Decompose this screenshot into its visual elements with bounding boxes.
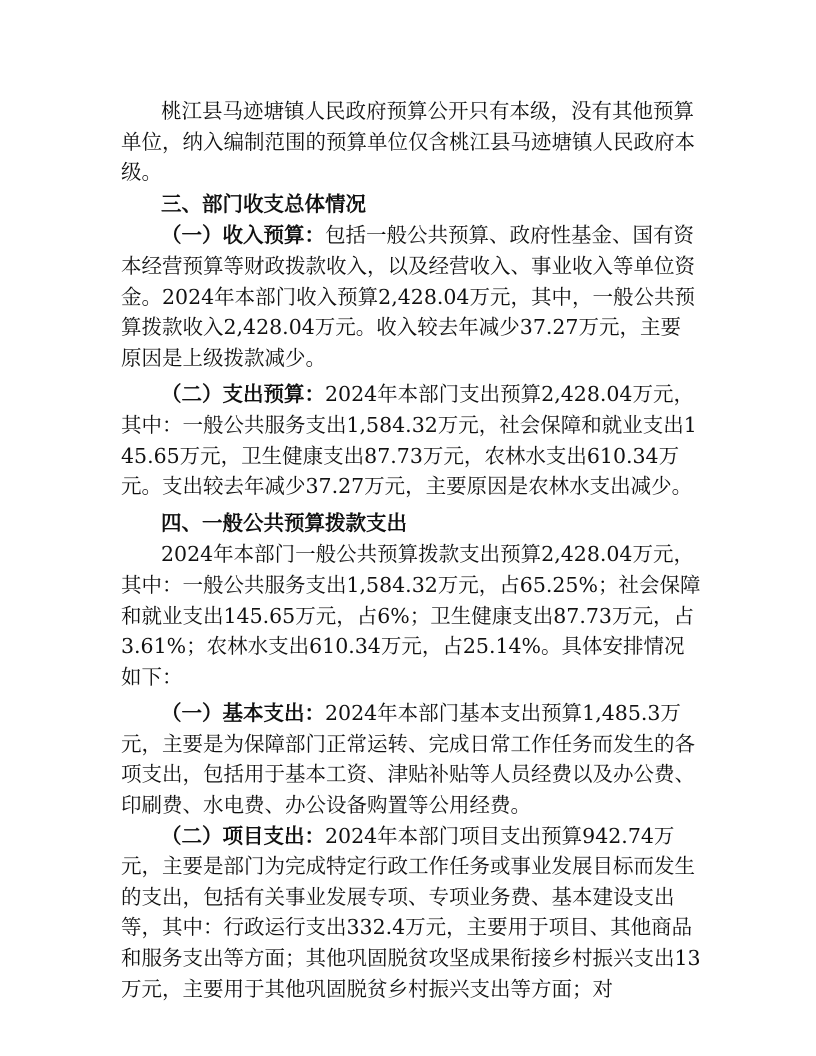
section-heading-general-budget: 四、一般公共预算拨款支出 <box>161 510 407 535</box>
section-heading-overall: 三、部门收支总体情况 <box>161 191 366 216</box>
project-expense-text: 2024年本部门项目支出预算942.74万元，主要是部门为完成特定行政工作任务或事业发展目标而发生的支出，包括有关事业发展专项、专项业务费、基本建设支出等，其中：行政运行支出332.4万元，主要用于项目、其他商品和服务支出等方面；其他巩固脱贫攻坚成果衔接乡村振兴支出13万元，主要用于其他巩固脱贫乡村振兴支出等方面；对 <box>121 823 701 1001</box>
income-budget-text: 包括一般公共预算、政府性基金、国有资本经营预算等财政拨款收入，以及经营收入、事业收入等单位资金。2024年本部门收入预算2,428.04万元，其中，一般公共预算拨款收入2,428.04万元。收入较去年减少37.27万元，主要原因是上级拨款减少。 <box>121 223 695 370</box>
paragraph-budget-scope: 桃江县马迹塘镇人民政府预算公开只有本级，没有其他预算单位，纳入编制范围的预算单位仅含桃江县马迹塘镇人民政府本级。 <box>121 99 695 185</box>
paragraph-basic-expense <box>121 698 701 820</box>
paragraph-general-budget: 2024年本部门一般公共预算拨款支出预算2,428.04万元，其中：一般公共服务支出1,584.32万元，占65.25%；社会保障和就业支出145.65万元，占6%；卫生健康支出87.73万元，占3.61%；农林水支出610.34万元，占25.14%。具体安排情况如下： <box>121 542 701 689</box>
paragraph-expense-budget <box>121 379 701 501</box>
expense-budget-label: （二）支出预算： <box>161 382 325 407</box>
income-budget-label: （一）收入预算： <box>161 223 325 248</box>
basic-expense-label: （一）基本支出： <box>161 701 325 726</box>
project-expense-label: （二）项目支出： <box>161 823 325 848</box>
document-page <box>121 96 701 1004</box>
expense-budget-text: 2024年本部门支出预算2,428.04万元，其中：一般公共服务支出1,584.32万元，社会保障和就业支出145.65万元，卫生健康支出87.73万元，农林水支出610.34万元。支出较去年减少37.27万元，主要原因是农林水支出减少。 <box>121 382 697 499</box>
paragraph-project-expense <box>121 821 701 1005</box>
basic-expense-text: 2024年本部门基本支出预算1,485.3万元，主要是为保障部门正常运转、完成日常工作任务而发生的各项支出，包括用于基本工资、津贴补贴等人员经费以及办公费、印刷费、水电费、办公设备购置等公用经费。 <box>121 701 695 818</box>
paragraph-income-budget <box>121 220 701 373</box>
